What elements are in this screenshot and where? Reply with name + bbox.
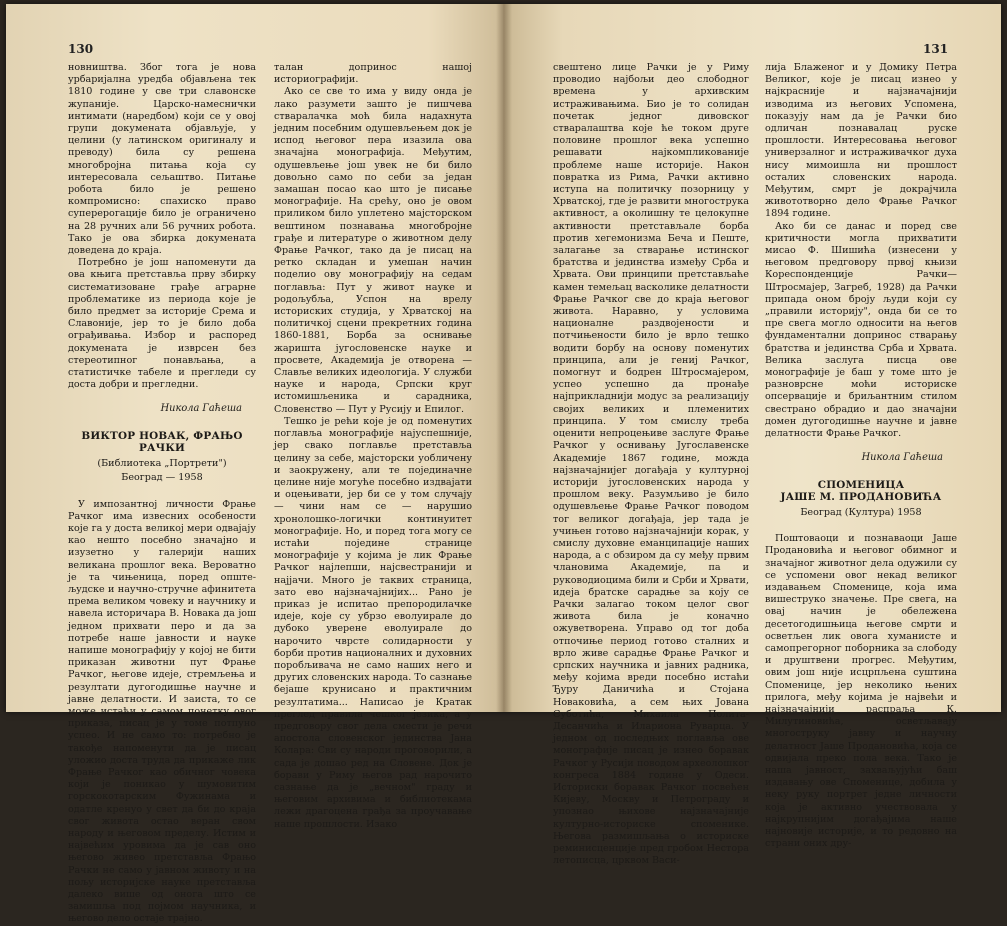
left-column-2	[274, 62, 472, 830]
review-series: (Библиотека „Портрети")	[97, 458, 227, 470]
paragraph: У импозантној личности Фрање Рачког има извесних особености које га у доста великој мери одвајају као нешто посебно значајно и изузетно у галерији наших великана прошлог века. Вероватно је та чињеница, поред опште-људске и научно-стручне афинитета према великом човеку и научнику и навела историчара В. Новака да још једном прихвати перо и да за потребе наше јавности и науке напише монографију у којој не бити приказан животни пут Фрање Рачког, његове идеје, стремљења и резултати дугогодишње научне и јавне делатности. И заиста, то се може истаћи у самом почетку овог приказа, писац је у томе потпуно успео. И не само то: потребно је такође напоменути да је писац уложио доста труда да прикаже лик Фрање Рачког као обичног човека који је поникао у шумовитим горскокотарским Фужинама и одатле кренуо у свет да би до краја свог живота остао веран свом народу и његовом пределу. Истим и највећим уровима да је сав оно његово живео претставља Фрањо Рачки не само у јавном животу и на пољу историјске науке претставља далеко више од онога што се замишља под појмом научника, и његово дело остаје трајно.	[68, 498, 256, 925]
book-spread	[6, 4, 1001, 925]
right-page	[503, 4, 1001, 867]
paragraph: талан допринос нашој историографији.	[274, 62, 472, 86]
left-page	[6, 4, 503, 925]
paragraph: Ако би се данас и поред све критичности могла прихватити мисао Ф. Шишића (изнесени у његовом предговору првој књизи Кореспонденције Рачки—Штросмајер, Загреб, 1928) да Рачки припада оном броју људи који су „правили историју", онда би се то пре свега могло односити на његов фундаментални допринос стварању братства и јединства Срба и Хрвата. Велика заслуга писца ове монографије је баш у томе што је разноврсне моћи историске опсервације и бриљантним стилом свестрано обрадио и дао значајни домен дугогодишње научне и јавне делатности Фрање Рачког.	[765, 220, 957, 440]
review-heading: ВИКТОР НОВАК, ФРАЊО РАЧКИ	[81, 429, 243, 454]
book-gutter	[496, 4, 512, 712]
paragraph: Тешко је рећи које је од поменутих поглавља монографије најуспешније, јер свако поглавље претставља целину за себе, мајсторски уобличену и заокружену, али те појединачне целине није могуће посебно издвајати и оцењивати, јер би се у том случају — чини нам се — нарушио хронолошко-логички континуитет монографије. Но, и поред тога могу се истаћи поједине странице монографије у којима је лик Фрање Рачког најлепши, најсвестранији и најјачи. Много је таквих страница, зато ево најзначајнијих... Рано је приказ је испитао препородилачке идеје, које су убрзо еволуирале до дубоко уверене еволуирале до нарочито чврсте солидарности у борби против националних и духовних поробљивача не само наших него и других словенских народа. То сазнање бејаше крунисано и практичним резултатима... Написао је Кратак преглед правила чешког језика, а у предговору свог дела смести је речи апостола словенског јединства Јана Колара: Сви су народи проговорили, а сада је дошао ред на Словене. Док је борави у Риму његов рад нарочито сазнање да је „вечном" граду и његовим архивима и библиотекама лежи драгоцена грађа за проучавање наше прошлости. Изако	[274, 415, 472, 830]
paragraph: лија Блаженог и у Домику Петра Великог, које је писац изнео у најкрасније и најзначајнији изводима из његових Успомена, показују нам да је Рачки био одличан познавалац руске прошлости. Интересовања његовог универзалног и истраживачког духа нису мимоишла ни прошлост осталих словенских народа. Међутим, смрт је докрајчила живототворно дело Фрање Рачког 1894 године.	[765, 62, 957, 220]
paragraph: Потребно је још напоменути да ова књига претставља прву збирку систематизоване грађе аграрне проблематике из периода које је било предмет за историје Срема и Славоније, јер то је било доба ограђивања. Избор и распоред докумената је изврсен без стереотипног понављања, а статистичке табеле и прегледи су доста добри и прегледни.	[68, 257, 256, 391]
right-column-1	[553, 62, 749, 867]
review-heading-2: ЈАШЕ М. ПРОДАНОВИЋА	[780, 490, 942, 503]
review-publication: Београд (Култура) 1958	[800, 506, 922, 518]
paragraph: Ако се све то има у виду онда је лако разумети зашто је пишчева стваралачка моћ била надахнута једним посебним одушевљењем док је испод његовог пера изазила ова значајна монографија. Међутим, одушевљење још увек не би било довољно само по себи за један замашан посао као што је писање монографије. На срећу, оно је овом приликом било уплетено мајсторском вештином познавања многобројне грађе и литературе о животном делу Фрање Рачког, тако да је писац на ретко складан и умешан начин поделио ову монографију на седам поглавља: Пут у живот науке и родољубља, Успон на врелу историских студија, у Хрватској на политичкој сцени прекретних година 1860-1881, Борба за оснивање жаришта југословенске науке и просвете, Академија је отворена — Славље великих идеологија. У служби науке и народа, Српски круг истомишљеника и сарадника, Словенство — Пут у Русију и Епилог.	[274, 86, 472, 415]
author-signature: Никола Гаћеша	[861, 452, 943, 464]
review-publication: Београд — 1958	[121, 472, 203, 484]
page-number-right: 131	[923, 42, 949, 56]
paragraph: новништва. Због тога је нова урбаријална уредба објављена тек 1810 године у све три славонске жупаније. Царско-намеснички интимати (наредбом) који се у овој групи докумената објављује, у целини (у латинском оригиналу и преводу) била су решена многобројна питања која су интересовала сељаштво. Питање робота било је решено компромисно: спахиско право суперерогације било је ограничено на 28 ручних али 56 ручних робота. Тако је ова збирка докумената доведена до краја.	[68, 62, 256, 257]
right-column-2	[765, 62, 957, 850]
paragraph: Поштоваоци и познаваоци Јаше Продановића и његовог обимног и значајног животног дела одужили су се успомени овог некад великог издавањем Споменице, која има вишеструко значење. Пре свега, на овај начин је обележена десетогодишњица његове смрти и осветљен лик овога хуманисте и самопрегорног поборника за слободу и друштвени прогрес. Међутим, овим још није исцрпљена суштина Споменице, јер неколико њених прилога, међу којима је највећи и најзначајнији распраља К. Милутиновића, осветљавају многоструку јавну и научну делатност Јаше Продановића, која се одвијала преко пола века. Тако је наша јавност, захваљујући баш издавању ове Споменице, добила у неку руку портрет једне личности која је активно учествовала у најкрупнијим догађајима наше најновије историје, и то редовно на страни оних дру-	[765, 533, 957, 850]
paragraph: свештено лице Рачки је у Риму проводио најбољи део слободног времена у архивским истраживањима. Био је то солидан почетак једног дивовског стваралаштва које ће током друге половине прошлог века успешно решавати најкомпликованије проблеме наше историје. Након повратка из Рима, Рачки активно иступа на политичку позорницу у Хрватској, где је развити многострука активност, а околишну те целокупне активности претстављале борба против хегемонизма Беча и Пеште, залагање за стварање истинског братства и јединства између Срба и Хрвата. Ови принципи претстављаће камен темељац васколике делатности Фрање Рачког све до краја његовог живота. Наравно, у условима националне раздвојености и потчињености било је врло тешко водити борбу на основу поменутих принципа, али је гениј Рачког, помогнут и бодрен Штросмајером, успео успешно да пронађе најприкладнији модус за реализацију својих великих и племенитих принципа. У том смислу треба оценити непроцењиве заслуге Фрање Рачког у оснивању Југославенске Академије 1867 године, можда најзначајнијег догађаја у културној историји југословенских народа у прошлом веку. Разумљиво је било одушевљење Фрање Рачког поводом тог великог догађаја, јер тада је учињен готово најзначајнији корак, у смислу духовне еманципације наших народа, а с обзиром да су међу првим члановима Академије, па и руководиоцима били и Срби и Хрвати, идеја братске сарадње за коју се Рачки залагао током целог свог живота била је коначно ожуветворена. Управо од тог доба отпочиње период готово сталних и врло живе сарадње Фрање Рачког и српских научника и јавних радника, међу којима вреди посебно истаћи Ђуру Даничића и Стојана Новаковића, а сем њих Јована Суботића, Михаила Полита-Десанчића и Илариона Руварца. У једном од последњих поглавља ове монографије писац је изнео боравак Рачког у Русији поводом археолошког конгреса 1884 године у Одеси. Историски боравак Рачког посвећен Кијеву, Москву и Петрограду и упознао њихове најзначајније културно-историске споменике. Његова размишљања о историске реминисценције пред гробом Нестора летописца, црквом Васи-	[553, 62, 749, 867]
review-heading: СПОМЕНИЦА	[817, 478, 905, 491]
author-signature: Никола Гаћеша	[160, 403, 242, 415]
left-column-1	[68, 62, 256, 925]
page-number-left: 130	[68, 42, 94, 56]
